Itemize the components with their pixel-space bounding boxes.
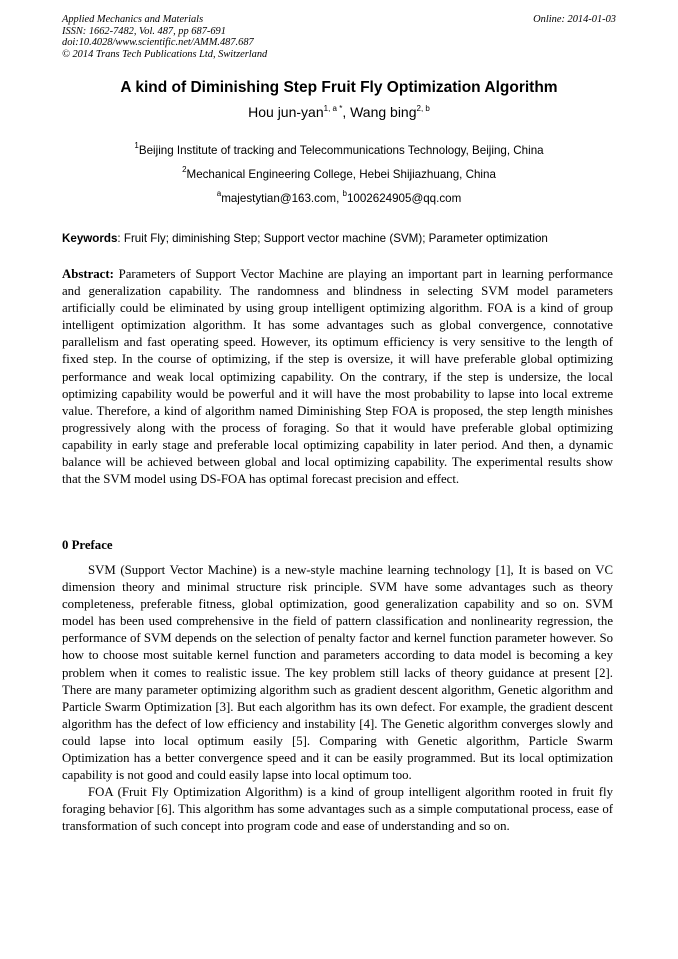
section-heading: 0 Preface — [62, 538, 113, 552]
author-superscript: 2, b — [416, 104, 430, 113]
affiliation-text: Beijing Institute of tracking and Telecommunications Technology, Beijing, China — [138, 144, 544, 157]
doi-line[interactable]: doi:10.4028/www.scientific.net/AMM.487.687 — [62, 37, 254, 49]
abstract-label: Abstract: — [62, 267, 114, 281]
author-superscript: 1, a * — [323, 104, 343, 113]
email-link[interactable]: 1002624905@qq.com — [346, 192, 462, 205]
keywords-label: Keywords — [62, 232, 118, 245]
email-superscript: b — [342, 189, 347, 198]
paragraph: FOA (Fruit Fly Optimization Algorithm) is a kind of group intelligent algorithm rooted in fruit fly foraging behavior [6]. This algorithm has some advantages such as a simple computational process, ease of transformation of such concept into program code and ease of understanding and so on. — [62, 785, 613, 834]
affiliation-2 — [0, 165, 678, 181]
author-name: Hou jun-yan — [248, 104, 324, 120]
abstract — [62, 266, 613, 488]
affiliation-superscript: 1 — [134, 141, 139, 150]
online-date: Online: 2014-01-03 — [533, 14, 616, 25]
author-separator: , — [342, 104, 351, 120]
affiliation-superscript: 2 — [182, 165, 187, 174]
keywords — [62, 232, 622, 245]
journal-header — [62, 14, 267, 60]
email-superscript: a — [216, 189, 222, 198]
paper-title: A kind of Diminishing Step Fruit Fly Optimization Algorithm — [120, 79, 558, 96]
email-link[interactable]: majestytian@163.com — [221, 192, 337, 205]
email-separator: , — [336, 192, 343, 205]
affiliation-text: Mechanical Engineering College, Hebei Shijiazhuang, China — [186, 168, 496, 181]
author-list — [0, 104, 678, 120]
email-line — [0, 189, 678, 205]
section-body — [62, 562, 613, 836]
abstract-text: Parameters of Support Vector Machine are playing an important part in learning performance and generalization capability. The randomness and blindness in selecting SVM model parameters artificially could be eliminated by using group intelligent optimizing algorithm. FOA is a kind of group intelligent optimization algorithm. It has some advantages such as global convergence, connotative parallelism and fast operating speed. However, its optimum efficiency is very sensitive to the length of fixed step. In the course of optimizing, if the step is oversize, it will have preferable global optimizing performance and weak local optimizing capability. On the contrary, if the step is undersize, the local optimizing capability would be powerful and it will have the most probability to lapse into local extreme value. Therefore, a kind of algorithm named Diminishing Step FOA is proposed, the step length minishes progressively along with the process of foraging. So that it would have preferable global optimizing capability in early stage and preferable local optimizing capability in later period. And then, a dynamic balance will be achieved between global and local optimizing capability. The experimental results show that the SVM model using DS-FOA has optimal forecast precision and effect. — [62, 267, 613, 487]
paragraph: SVM (Support Vector Machine) is a new-style machine learning technology [1], It is based on VC dimension theory and minimal structure risk principle. SVM have some advantages such as theory completeness, preferable fitness, global optimization, good generalization capability and so on. SVM model has been used comprehensive in the field of pattern classification and nonlinearity regression, the performance of SVM depends on the selection of penalty factor and kernel function parameter however. So how to choose most suitable kernel function and parameters according to data model is becoming a key problem when it comes to realistic issue. The key problem still lacks of theory guidance at present [2]. There are many parameter optimizing algorithm such as gradient descent algorithm, Genetic algorithm and Particle Swarm Optimization [3]. But each algorithm has its own defect. For example, the gradient descent algorithm has the defect of low efficiency and instability [4]. The Genetic algorithm converges slowly and could lapse into local optimum easily [5]. Comparing with Genetic algorithm, Particle Swarm Optimization has a better convergence speed and it can be easily programmed. But its local optimization capability is not good and could easily lapse into local optimum too. — [62, 563, 613, 783]
keywords-text: : Fruit Fly; diminishing Step; Support vector machine (SVM); Parameter optimization — [117, 232, 548, 245]
journal-name: Applied Mechanics and Materials — [62, 14, 204, 25]
issn-line: ISSN: 1662-7482, Vol. 487, pp 687-691 — [62, 25, 226, 37]
copyright-line: © 2014 Trans Tech Publications Ltd, Switzerland — [62, 48, 268, 60]
affiliation-1 — [0, 141, 678, 157]
author-name: Wang bing — [350, 104, 417, 120]
